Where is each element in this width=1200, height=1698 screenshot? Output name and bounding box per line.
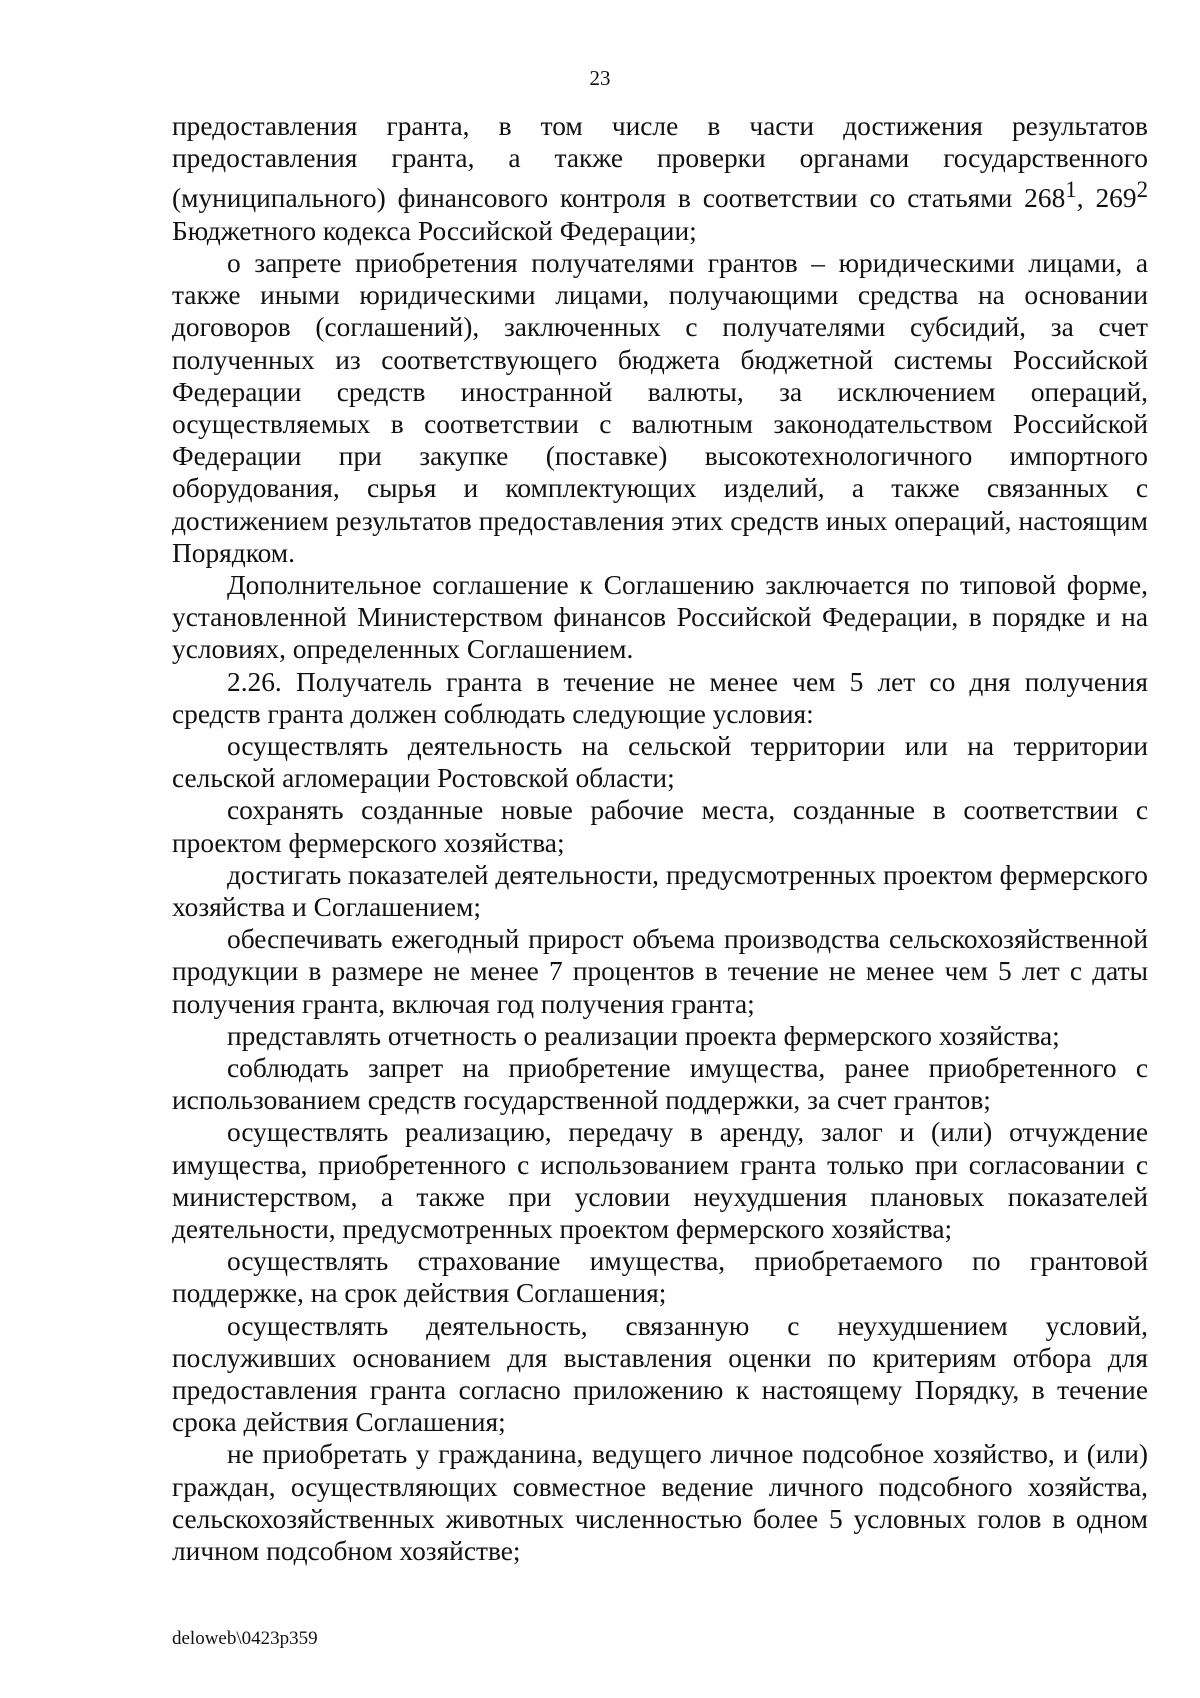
superscript-1: 1 xyxy=(1065,177,1077,203)
paragraph-3: Дополнительное соглашение к Соглашению заключается по типовой форме, установленной Министерством финансов Российской Федерации, в порядке и на условиях, определенных Соглашением. xyxy=(172,569,1148,665)
paragraph-10: соблюдать запрет на приобретение имущества, ранее приобретенного с использованием средств государственной поддержки, за счет грантов; xyxy=(172,1053,1148,1116)
paragraph-6: сохранять созданные новые рабочие места, созданные в соответствии с проектом фермерского хозяйства; xyxy=(172,795,1148,858)
paragraph-5: осуществлять деятельность на сельской территории или на территории сельской агломерации Ростовской области; xyxy=(172,730,1148,794)
paragraph-4: 2.26. Получатель гранта в течение не менее чем 5 лет со дня получения средств гранта должен соблюдать следующие условия: xyxy=(172,666,1148,729)
paragraph-9: представлять отчетность о реализации проекта фермерского хозяйства; xyxy=(227,1020,1060,1051)
paragraph-14: не приобретать у гражданина, ведущего личное подсобное хозяйство, и (или) граждан, осуществляющих совместное ведение личного подсобного хозяйства, сельскохозяйственных животных численностью более 5 условных голов в одном личном подсобном хозяйстве; xyxy=(172,1439,1148,1567)
superscript-2: 2 xyxy=(1136,177,1148,203)
paragraph-2: о запрете приобретения получателями грантов – юридическими лицами, а также иными юридическими лицами, получающими средства на основании договоров (соглашений), заключенных с получателями субсидий, за счет полученных из соответствующего бюджета бюджетной системы Российской Федерации средств иностранной валюты, за исключением операций, осуществляемых в соответствии с валютным законодательством Российской Федерации при закупке (поставке) высокотехнологичного импортного оборудования, сырья и комплектующих изделий, а также связанных с достижением результатов предоставления этих средств иных операций, настоящим Порядком. xyxy=(172,247,1148,568)
document-body xyxy=(172,110,1148,1567)
paragraph-8: обеспечивать ежегодный прирост объема производства сельскохозяйственной продукции в размере не менее 7 процентов в течение не менее чем 5 лет с даты получения гранта, включая год получения гранта; xyxy=(172,924,1148,1019)
paragraph-12: осуществлять страхование имущества, приобретаемого по грантовой поддержке, на срок действия Соглашения; xyxy=(172,1246,1148,1309)
page-number: 23 xyxy=(589,66,611,90)
paragraph-11: осуществлять реализацию, передачу в аренду, залог и (или) отчуждение имущества, приобретенного с использованием гранта только при согласовании с министерством, а также при условии неухудшения плановых показателей деятельности, предусмотренных проектом фермерского хозяйства; xyxy=(172,1117,1148,1245)
paragraph-1-text-c: Бюджетного кодекса Российской Федерации; xyxy=(172,215,697,246)
paragraph-7: достигать показателей деятельности, предусмотренных проектом фермерского хозяйства и Соглашением; xyxy=(172,859,1148,922)
paragraph-1-text-a: предоставления гранта, в том числе в части достижения результатов предоставления гранта, а также проверки органами государственного (муниципального) финансового контроля в соответствии со статьями 268 xyxy=(172,111,1148,214)
paragraph-1 xyxy=(172,110,1148,247)
document-footer-code: deloweb\0423p359 xyxy=(172,1628,318,1649)
paragraph-13: осуществлять деятельность, связанную с неухудшением условий, послуживших основанием для выставления оценки по критериям отбора для предоставления гранта согласно приложению к настоящему Порядку, в течение срока действия Соглашения; xyxy=(172,1310,1148,1438)
paragraph-1-text-b: , 269 xyxy=(1076,183,1137,214)
